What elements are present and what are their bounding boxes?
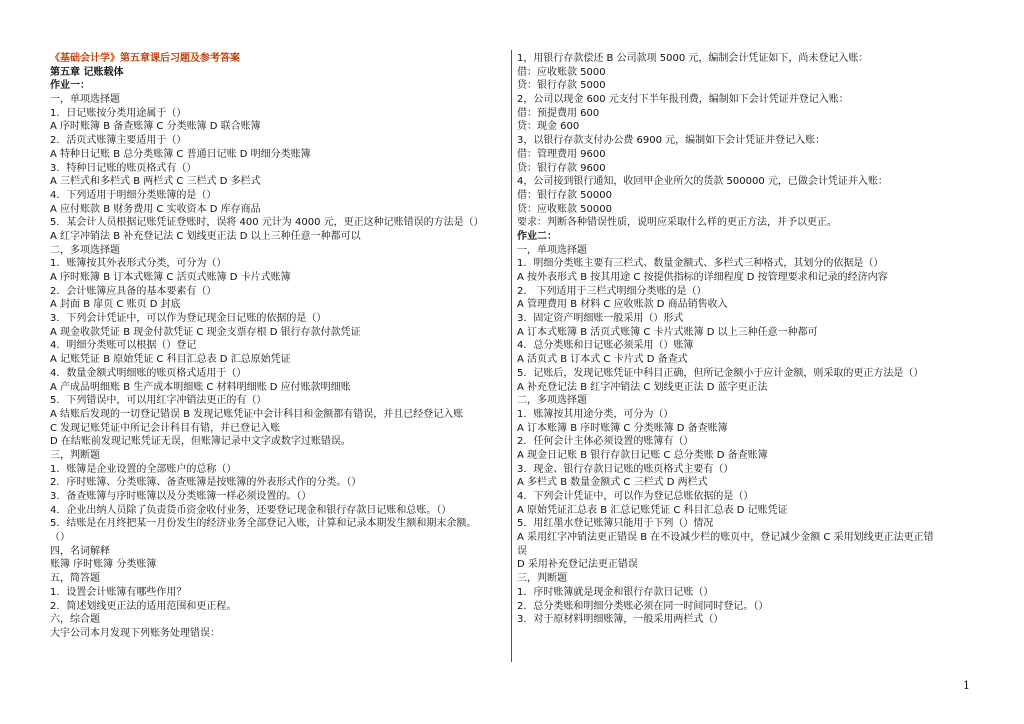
text-line: 3．固定资产明细账一般采用（）形式: [517, 313, 684, 325]
text-line: 账簿 序时账簿 分类账簿: [50, 559, 157, 571]
text-line: A 订本账簿 B 序时账簿 C 分类账簿 D 备查账簿: [517, 422, 728, 434]
text-line: 作业一：: [50, 80, 90, 92]
text-line: A 应付账款 B 财务费用 C 实收资本 D 库存商品: [50, 203, 261, 215]
text-line: A 记账凭证 B 原始凭证 C 科目汇总表 D 汇总原始凭证: [50, 354, 291, 366]
page-number: 1: [963, 679, 970, 692]
text-line: 四，名词解释: [50, 545, 110, 557]
text-line: 2．任何会计主体必须设置的账簿有（）: [517, 436, 694, 448]
text-line: 5．记账后，发现记账凭证中科目正确，但所记金额小于应计金额，则采取的更正方法是（）: [517, 367, 924, 379]
text-line: 4．下列适用于明细分类账簿的是（）: [50, 189, 217, 201]
text-line: A 采用红字冲销法更正错误 B 在不设减少栏的账页中，登记减少金额 C 采用划线更正法更正错: [517, 532, 934, 544]
text-line: 5．用红墨水登记账簿只能用于下列（）情况: [517, 518, 714, 530]
text-line: 借：银行存款 50000: [517, 189, 612, 201]
text-line: 第五章 记账载体: [50, 66, 124, 78]
text-line: 2． 下列适用于三栏式明细分类账的是（）: [517, 285, 707, 297]
text-line: 作业二：: [517, 230, 557, 242]
document-title: 《基础会计学》第五章课后习题及参考答案: [50, 53, 240, 64]
text-line: A 多栏式 B 数量金额式 C 三栏式 D 两栏式: [517, 477, 708, 489]
text-line: 借：管理费用 9600: [517, 148, 606, 160]
text-line: 4．明细分类账可以根据（）登记: [50, 340, 197, 352]
text-line: 贷：现金 600: [517, 121, 580, 133]
text-line: A 原始凭证汇总表 B 汇总记账凭证 C 科目汇总表 D 记账凭证: [517, 504, 788, 516]
text-line: A 管理费用 B 材料 C 应收账款 D 商品销售收入: [517, 299, 728, 311]
text-line: 二，多项选择题: [50, 244, 120, 256]
text-line: D 采用补充登记法更正错误: [517, 559, 638, 571]
text-line: 4．企业出纳人员除了负责货币资金收付业务，还要登记现金和银行存款日记账和总账。（）: [50, 504, 452, 516]
text-line: 4．数量金额式明细账的账页格式适用于（）: [50, 367, 247, 379]
text-line: 3，以银行存款支付办公费 6900 元，编制如下会计凭证并登记入账：: [517, 135, 826, 147]
text-line: 一，单项选择题: [517, 244, 587, 256]
text-line: 1．设置会计账簿有哪些作用？: [50, 586, 187, 598]
text-line: 2．序时账簿、分类账簿、备查账簿是按账簿的外表形式作的分类。（）: [50, 477, 362, 489]
text-line: 二，多项选择题: [517, 395, 587, 407]
text-line: A 活页式 B 订本式 C 卡片式 D 备查式: [517, 354, 688, 366]
text-line: 3．现金、银行存款日记账的账页格式主要有（）: [517, 463, 734, 475]
text-line: C 发现记账凭证中所记会计科目有错，并已登记入账: [50, 422, 281, 434]
text-line: 2．会计账簿应具备的基本要素有（）: [50, 285, 217, 297]
text-line: 1．账簿按其外表形式分类，可分为（）: [50, 258, 227, 270]
text-line: 三，判断题: [50, 449, 100, 461]
text-line: 1．账簿按其用途分类，可分为（）: [517, 408, 674, 420]
text-line: A 序时账簿 B 备查账簿 C 分类账簿 D 联合账簿: [50, 121, 261, 133]
text-line: 3．对于原材料明细账簿，一般采用两栏式（）: [517, 614, 724, 626]
column-divider: [511, 50, 512, 662]
text-line: A 红字冲销法 B 补充登记法 C 划线更正法 D 以上三种任意一种都可以: [50, 230, 361, 242]
text-line: 4．下列会计凭证中，可以作为登记总账依据的是（）: [517, 491, 754, 502]
text-line: 要求：判断各种错误性质，说明应采取什么样的更正方法，并予以更正。: [517, 217, 837, 229]
text-line: 5．结账是在月终把某一月份发生的经济业务全部登记入账，计算和记录本期发生额和期末余额。: [50, 518, 477, 530]
text-line: 1．日记账按分类用途属于（）: [50, 107, 187, 119]
text-line: 大宇公司本月发现下列账务处理错误：: [50, 627, 220, 639]
text-line: A 封面 B 扉页 C 账页 D 封底: [50, 299, 181, 311]
text-line: 三，判断题: [517, 573, 567, 585]
text-line: 4，公司接到银行通知，收回甲企业所欠的货款 500000 元，已做会计凭证并入账：: [517, 176, 888, 188]
right-column: [517, 52, 987, 627]
text-line: A 三栏式和多栏式 B 两栏式 C 三栏式 D 多栏式: [50, 176, 261, 188]
text-line: A 按外表形式 B 按其用途 C 按提供指标的详细程度 D 按管理要求和记录的经济内容: [517, 272, 888, 283]
text-line: A 产成品明细账 B 生产成本明细账 C 材料明细账 D 应付账款明细账: [50, 381, 351, 393]
text-line: 借：预提费用 600: [517, 107, 600, 119]
text-line: 2，公司以现金 600 元支付下半年报刊费，编制如下会计凭证并登记入账：: [517, 94, 849, 106]
text-line: A 订本式账簿 B 活页式账簿 C 卡片式账簿 D 以上三种任意一种都可: [517, 326, 818, 338]
text-line: 2．活页式账簿主要适用于（）: [50, 135, 187, 147]
text-line: 贷：银行存款 9600: [517, 162, 606, 174]
text-line: 一，单项选择题: [50, 94, 120, 106]
text-line: 2．简述划线更正法的适用范围和更正程。: [50, 600, 237, 612]
text-line: A 结账后发现的一切登记错误 B 发现记账凭证中会计科目和金额都有错误，并且已经登记入账: [50, 408, 464, 420]
text-line: A 现金收款凭证 B 现金付款凭证 C 现金支票存根 D 银行存款付款凭证: [50, 326, 361, 338]
text-line: A 现金日记账 B 银行存款日记账 C 总分类账 D 备查账簿: [517, 449, 768, 461]
text-line: 1，用银行存款偿还 B 公司款项 5000 元，编制会计凭证如下，尚未登记入账：: [517, 53, 869, 64]
text-line: D 在结账前发现记账凭证无误，但账簿记录中文字或数字过账错误。: [50, 436, 351, 448]
text-line: 借：应收账款 5000: [517, 66, 606, 78]
left-column: [50, 52, 510, 641]
text-line: A 序时账簿 B 订本式账簿 C 活页式账簿 D 卡片式账簿: [50, 272, 291, 283]
text-line: （）: [50, 532, 70, 544]
text-line: 六，综合题: [50, 614, 100, 626]
text-line: A 特种日记账 B 总分类账簿 C 普通日记账 D 明细分类账簿: [50, 148, 311, 160]
text-line: 3．备查账簿与序时账簿以及分类账簿一样必须设置的。（）: [50, 491, 312, 502]
text-line: 1．明细分类账主要有三栏式、数量金额式、多栏式三种格式，其划分的依据是（）: [517, 258, 884, 270]
text-line: 贷：银行存款 5000: [517, 80, 606, 92]
text-line: 五，简答题: [50, 573, 100, 585]
text-line: 3．特种日记账的账页格式有（）: [50, 162, 197, 174]
text-line: 5．下列错误中，可以用红字冲销法更正的有（）: [50, 395, 267, 407]
text-line: 4．总分类账和日记账必须采用（）账簿: [517, 340, 694, 352]
text-line: 误: [517, 545, 527, 557]
text-line: 1．序时账簿就是现金和银行存款日记账（）: [517, 586, 714, 598]
text-line: 2．总分类账和明细分类账必须在同一时间同时登记。（）: [517, 600, 769, 612]
text-line: 1．账簿是企业设置的全部账户的总称（）: [50, 463, 237, 475]
text-line: 3．下列会计凭证中，可以作为登记现金日记账的依据的是（）: [50, 313, 327, 325]
text-line: 5．某会计人员根据记账凭证登账时，误将 400 元计为 4000 元，更正这种记账错误的方法是（）: [50, 217, 484, 229]
text-line: A 补充登记法 B 红字冲销法 C 划线更正法 D 蓝字更正法: [517, 381, 768, 393]
text-line: 贷：应收账款 50000: [517, 203, 612, 215]
